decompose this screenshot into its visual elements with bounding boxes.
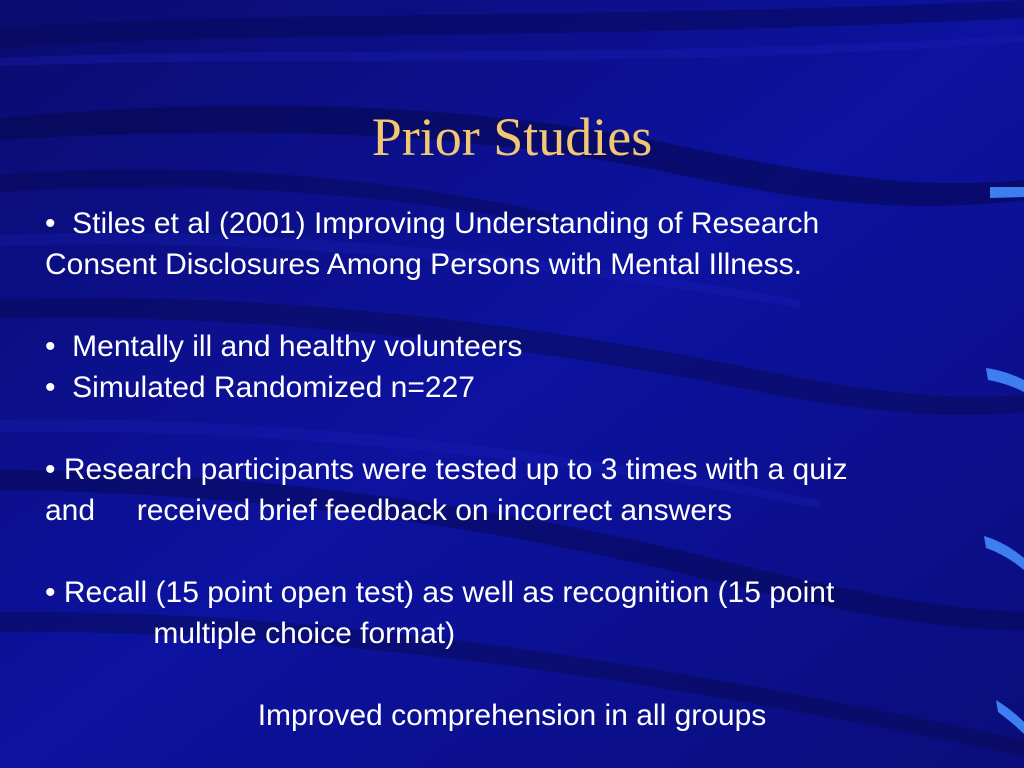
bullet-1-line-2: Consent Disclosures Among Persons with Mental Illness. — [45, 248, 803, 281]
bullet-5-line-2: multiple choice format) — [45, 617, 456, 650]
bullet-3: • Simulated Randomized n=227 — [45, 371, 475, 404]
conclusion-text: Improved comprehension in all groups — [257, 699, 767, 732]
bullet-1-line-1: • Stiles et al (2001) Improving Understanding of Research — [45, 207, 820, 240]
bullet-5-line-1: • Recall (15 point open test) as well as recognition (15 point — [45, 576, 835, 609]
bullet-4-line-2: and received brief feedback on incorrect answers — [45, 494, 733, 527]
bullet-4-line-1: • Research participants were tested up to 3 times with a quiz — [45, 453, 848, 486]
slide-title: Prior Studies — [371, 107, 653, 167]
bullet-2: • Mentally ill and healthy volunteers — [45, 330, 523, 363]
